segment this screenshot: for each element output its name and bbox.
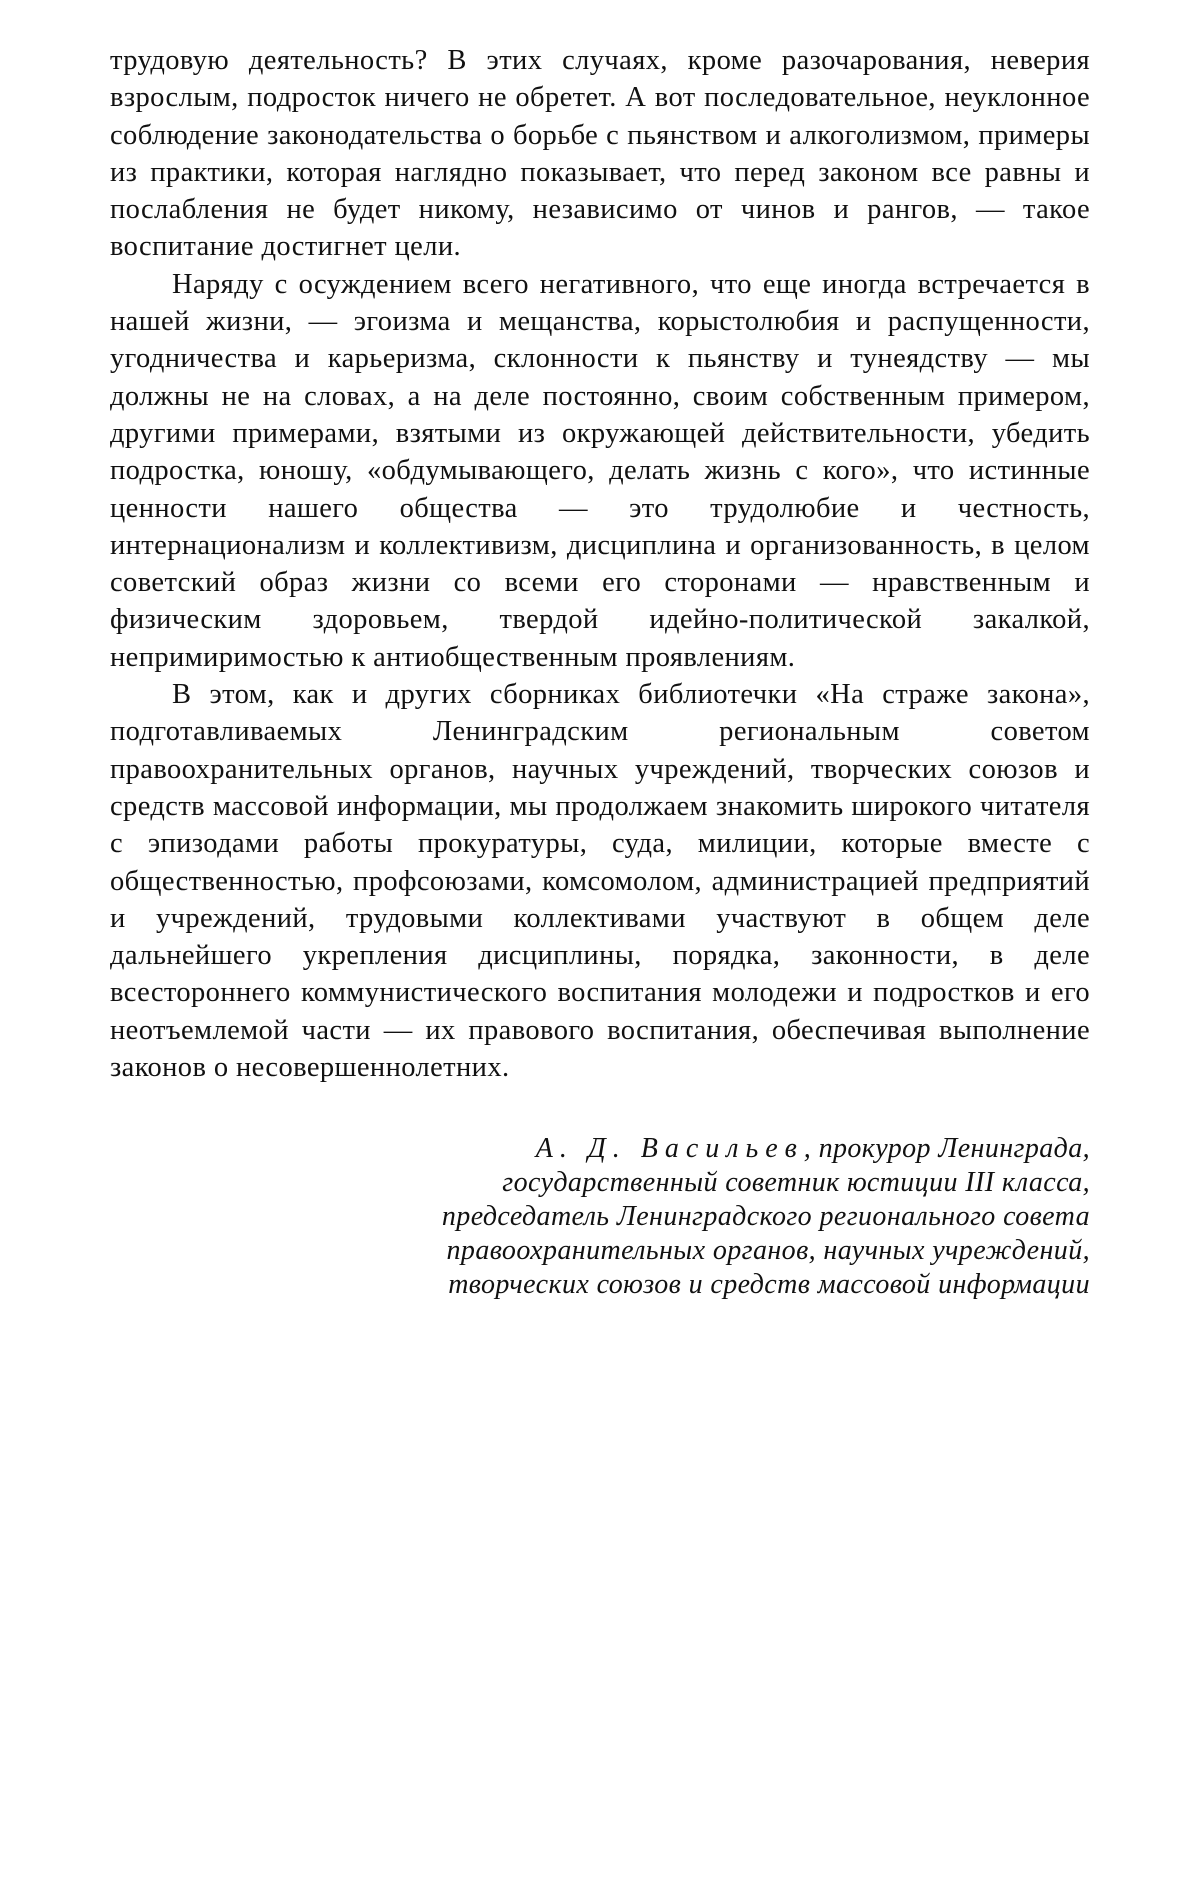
paragraph-2: Наряду с осуждением всего негативного, что еще иногда встречается в нашей жизни, — эгоизма и мещанства, корыстолюбия и распущенности, угодничества и карьеризма, склонности к пьянству и тунеядству — мы должны не на словах, а на деле постоянно, своим собственным примером, другими примерами, взятыми из окружающей действительности, убедить подростка, юношу, «обдумывающего, делать жизнь с кого», что истинные ценности нашего общества — это трудолюбие и честность, интернационализм и коллективизм, дисциплина и организованность, в целом советский образ жизни со всеми его сторонами — нравственным и физическим здоровьем, твердой идейно-политической закалкой, непримиримостью к антиобщественным проявлениям. xyxy=(110,268,1090,673)
signature-line-2: государственный советник юстиции III класса, xyxy=(502,1167,1090,1199)
author-signature-block xyxy=(110,1132,1090,1302)
author-name: А. Д. Васильев xyxy=(535,1133,804,1165)
signature-line-4: правоохранительных органов, научных учреждений, xyxy=(446,1235,1090,1267)
document-page xyxy=(110,42,1090,1302)
paragraph-1: трудовую деятельность? В этих случаях, кроме разочарования, неверия взрослым, подросток ничего не обретет. А вот последовательное, неуклонное соблюдение законодательства о борьбе с пьянством и алкоголизмом, примеры из практики, которая наглядно показывает, что перед законом все равны и послабления не будет никому, независимо от чинов и рангов, — такое воспитание достигнет цели. xyxy=(110,45,1090,263)
signature-line-1 xyxy=(110,1132,1090,1166)
author-title: , прокурор Ленинграда, xyxy=(803,1133,1090,1165)
signature-line-5: творческих союзов и средств массовой информации xyxy=(448,1269,1090,1301)
signature-line-3: председатель Ленинградского регионального совета xyxy=(441,1201,1090,1233)
paragraph-3: В этом, как и других сборниках библиотечки «На страже закона», подготавливаемых Ленинградским региональным советом правоохранительных органов, научных учреждений, творческих союзов и средств массовой информации, мы продолжаем знакомить широкого читателя с эпизодами работы прокуратуры, суда, милиции, которые вместе с общественностью, профсоюзами, комсомолом, администрацией предприятий и учреждений, трудовыми коллективами участвуют в общем деле дальнейшего укрепления дисциплины, порядка, законности, в деле всестороннего коммунистического воспитания молодежи и подростков и его неотъемлемой части — их правового воспитания, обеспечивая выполнение законов о несовершеннолетних. xyxy=(110,679,1090,1084)
